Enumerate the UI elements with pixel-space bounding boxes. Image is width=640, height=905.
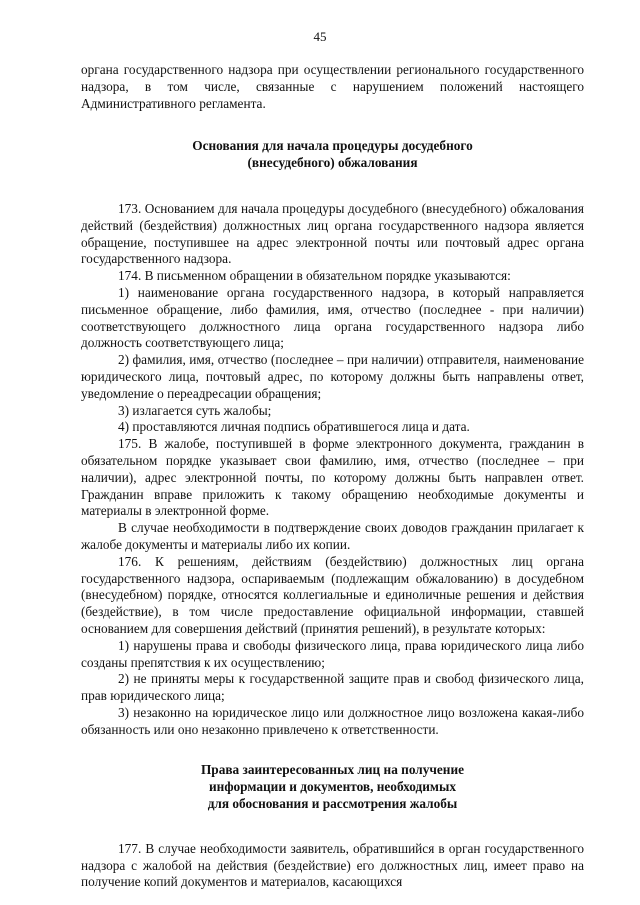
paragraph-174-item-4: 4) проставляются личная подпись обратившегося лица и дата. [118,419,470,435]
paragraph-174: 174. В письменном обращении в обязательном порядке указываются: [118,268,511,284]
section-2-heading-line-2: информации и документов, необходимых [209,779,456,795]
intro-paragraph: органа государственного надзора при осуществлении регионального государственного надзора, в том числе, связанные с нарушением положений настоящего Административного регламента. [81,62,584,111]
paragraph-173: 173. Основанием для начала процедуры досудебного (внесудебного) обжалования действий (бездействия) должностных лиц органа государственного надзора является обращение, поступившее на адрес электронной почты или почтовый адрес органа государственного надзора. [81,200,584,267]
section-2 [81,762,584,891]
paragraph-174-item-2: 2) фамилия, имя, отчество (последнее – при наличии) отправителя, наименование юридического лица, почтовый адрес, по которому должны быть направлены ответ, уведомление о переадресации обращения; [81,352,584,401]
section-2-heading-line-3: для обоснования и рассмотрения жалобы [207,796,458,812]
paragraph-176-item-1: 1) нарушены права и свободы физического лица, права юридического лица либо созданы препятствия к их осуществлению; [81,637,584,670]
paragraph-174-item-3: 3) излагается суть жалобы; [118,402,272,418]
paragraph-177: 177. В случае необходимости заявитель, обратившийся в орган государственного надзора с жалобой на действия (бездействие) его должностных лиц, имеет право на получение копий документов и материалов, касающихся [81,840,584,890]
section-2-heading-line-1: Права заинтересованных лиц на получение [200,762,465,778]
section-1 [81,138,584,738]
section-1-heading-line-2: (внесудебного) обжалования [247,155,418,171]
paragraph-175: 175. В жалобе, поступившей в форме электронного документа, гражданин в обязательном порядке указывает свои фамилию, имя, отчество (последнее – при наличии), адрес электронной почты, по которому должны быть направлен ответ. Гражданин вправе приложить к такому обращению необходимые документы и материалы в электронной форме. [81,436,584,519]
paragraph-176-item-2: 2) не приняты меры к государственной защите прав и свобод физического лица, прав юридического лица; [81,671,584,704]
paragraph-174-item-1: 1) наименование органа государственного надзора, в который направляется письменное обращение, либо фамилия, имя, отчество (последнее - при наличии) соответствующего должностного лица органа государственного надзора либо должность соответствующего лица; [81,284,584,351]
document-body [81,62,584,891]
section-1-heading-line-1: Основания для начала процедуры досудебного [192,138,473,154]
paragraph-176: 176. К решениям, действиям (бездействию) должностных лиц органа государственного надзора, оспариваемым (подлежащим обжалованию) в досудебном (внесудебном) порядке, относятся коллегиальные и единоличные решения и действия (бездействие), в том числе предоставление официальной информации, ставшей основанием для совершения действий (принятия решений), в результате которых: [81,553,584,636]
paragraph-176-item-3: 3) незаконно на юридическое лицо или должностное лицо возложена какая-либо обязанность или оно незаконно привлечено к ответственности. [81,704,584,737]
page-number: 45 [313,29,327,44]
paragraph-175-note: В случае необходимости в подтверждение своих доводов гражданин прилагает к жалобе документы и материалы либо их копии. [81,520,584,552]
